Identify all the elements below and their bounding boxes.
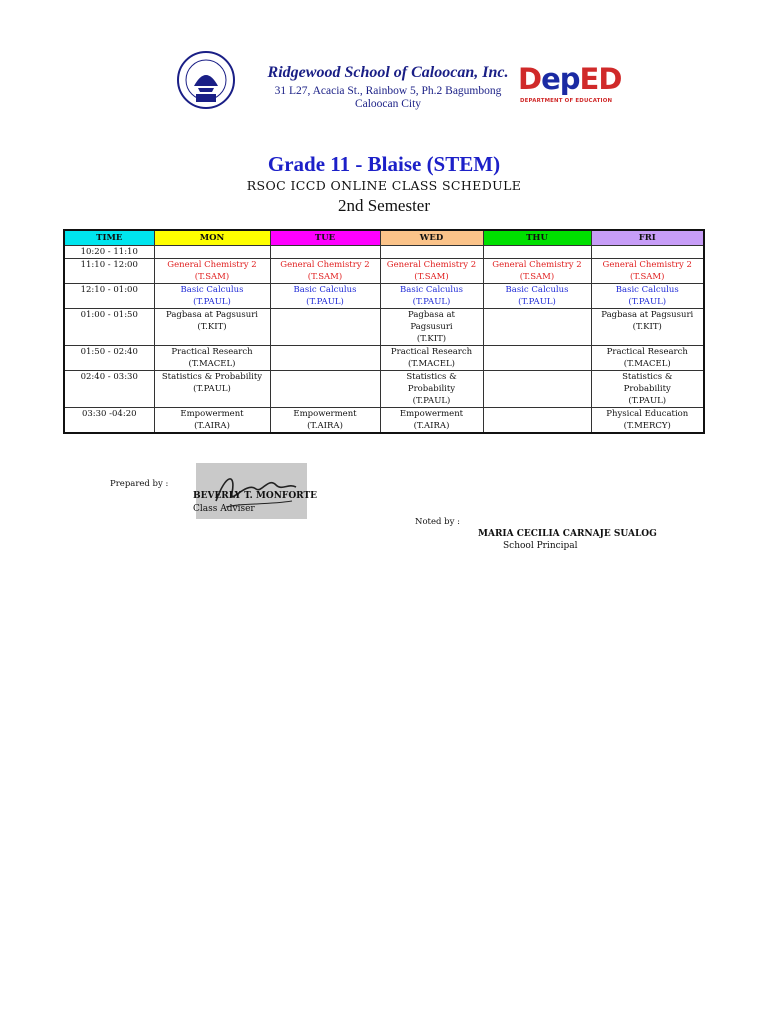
schedule-cell-fri [591, 371, 704, 408]
cell-line: Statistics & [406, 372, 457, 382]
header-time: TIME [64, 230, 154, 246]
schedule-cell-wed [380, 284, 483, 309]
cell-line: Probability [623, 384, 671, 394]
schedule-cell-thu [483, 259, 591, 284]
schedule-cell-wed [380, 371, 483, 408]
header-wed: WED [380, 230, 483, 246]
schedule-cell-wed [380, 309, 483, 346]
cell-line: (T.MACEL) [188, 359, 236, 369]
cell-line: (T.PAUL) [412, 396, 451, 406]
cell-line: (T.SAM) [194, 272, 230, 282]
schedule-cell-mon [154, 246, 270, 259]
table-row [64, 346, 704, 371]
cell-line: (T.KIT) [197, 322, 227, 332]
cell-line: Empowerment [293, 409, 357, 419]
cell-line: (T.AIRA) [307, 421, 343, 431]
schedule-cell-thu [483, 346, 591, 371]
school-address [255, 85, 521, 111]
noted-by-role: School Principal [503, 541, 578, 551]
cell-line: (T.PAUL) [628, 297, 667, 307]
time-slot: 02:40 - 03:30 [64, 371, 154, 408]
noted-by-name: MARIA CECILIA CARNAJE SUALOG [478, 529, 657, 539]
time-slot: 01:00 - 01:50 [64, 309, 154, 346]
schedule-cell-tue [270, 408, 380, 434]
time-slot: 11:10 - 12:00 [64, 259, 154, 284]
cell-line: Practical Research [390, 347, 473, 357]
cell-line: Pagsusuri [410, 322, 453, 332]
table-row [64, 246, 704, 259]
schedule-title: RSOC ICCD ONLINE CLASS SCHEDULE [246, 178, 522, 193]
cell-line: General Chemistry 2 [167, 260, 257, 270]
cell-line: (T.PAUL) [306, 297, 344, 307]
cell-line: (T.KIT) [416, 334, 447, 344]
school-name: Ridgewood School of Caloocan, Inc. [267, 64, 509, 81]
cell-line: (T.PAUL) [193, 384, 231, 394]
cell-line: Probability [407, 384, 456, 394]
cell-line: Pagbasa at Pagsusuri [166, 310, 258, 320]
school-seal-icon [176, 50, 236, 110]
cell-line: Practical Research [606, 347, 688, 357]
prepared-by-name: BEVERLY T. MONFORTE [193, 491, 318, 501]
schedule-cell-fri [591, 246, 704, 259]
semester-title: 2nd Semester [337, 196, 431, 215]
table-row [64, 259, 704, 284]
cell-line: (T.PAUL) [193, 297, 231, 307]
deped-logo-subtext: DEPARTMENT OF EDUCATION [520, 98, 613, 104]
schedule-cell-mon [154, 346, 270, 371]
prepared-by-label: Prepared by : [110, 479, 169, 489]
cell-line: Basic Calculus [505, 285, 569, 295]
cell-line: (T.MERCY) [623, 421, 671, 431]
cell-line: Empowerment [180, 409, 244, 419]
cell-line: Statistics & [622, 372, 673, 382]
table-row [64, 408, 704, 434]
schedule-cell-thu [483, 371, 591, 408]
cell-line: Physical Education [606, 409, 689, 419]
schedule-cell-fri [591, 309, 704, 346]
table-row [64, 371, 704, 408]
cell-line: (T.AIRA) [194, 421, 230, 431]
header-mon: MON [154, 230, 270, 246]
schedule-cell-fri [591, 259, 704, 284]
cell-line: (T.SAM) [307, 272, 343, 282]
schedule-cell-mon [154, 284, 270, 309]
schedule-cell-thu [483, 309, 591, 346]
table-row [64, 309, 704, 346]
time-slot: 01:50 - 02:40 [64, 346, 154, 371]
schedule-cell-tue [270, 246, 380, 259]
schedule-cell-wed [380, 246, 483, 259]
cell-line: Basic Calculus [400, 285, 463, 295]
cell-line: (T.SAM) [414, 272, 449, 282]
schedule-cell-thu [483, 284, 591, 309]
header-tue: TUE [270, 230, 380, 246]
cell-line: Empowerment [399, 409, 464, 419]
address-line-1: 31 L27, Acacia St., Rainbow 5, Ph.2 Bagumbong [274, 85, 502, 97]
cell-line: (T.PAUL) [518, 297, 556, 307]
noted-by-label: Noted by : [415, 517, 460, 527]
cell-line: (T.MACEL) [408, 359, 455, 369]
cell-line: (T.SAM) [519, 272, 555, 282]
schedule-cell-fri [591, 408, 704, 434]
class-schedule-table [63, 229, 705, 434]
schedule-cell-tue [270, 309, 380, 346]
schedule-cell-tue [270, 371, 380, 408]
cell-line: Pagbasa at [408, 310, 455, 320]
header-thu: THU [483, 230, 591, 246]
schedule-cell-thu [483, 408, 591, 434]
schedule-cell-wed [380, 408, 483, 434]
schedule-cell-mon [154, 371, 270, 408]
prepared-by-role: Class Adviser [193, 504, 255, 514]
schedule-cell-mon [154, 408, 270, 434]
time-slot: 03:30 -04:20 [64, 408, 154, 434]
time-slot: 10:20 - 11:10 [64, 246, 154, 259]
table-header-row [64, 230, 704, 246]
cell-line: General Chemistry 2 [386, 260, 477, 270]
letterhead [0, 0, 768, 120]
schedule-cell-wed [380, 346, 483, 371]
address-line-2: Caloocan City [354, 98, 422, 110]
time-slot: 12:10 - 01:00 [64, 284, 154, 309]
cell-line: Basic Calculus [293, 285, 357, 295]
cell-line: (T.PAUL) [412, 297, 451, 307]
cell-line: Practical Research [171, 347, 253, 357]
cell-line: General Chemistry 2 [492, 260, 582, 270]
cell-line: Basic Calculus [615, 285, 679, 295]
table-row [64, 284, 704, 309]
schedule-cell-fri [591, 284, 704, 309]
schedule-cell-mon [154, 309, 270, 346]
cell-line: (T.SAM) [630, 272, 665, 282]
schedule-cell-tue [270, 346, 380, 371]
header-fri: FRI [591, 230, 704, 246]
cell-line: (T.KIT) [632, 322, 662, 332]
cell-line: General Chemistry 2 [280, 260, 370, 270]
cell-line: Pagbasa at Pagsusuri [601, 310, 694, 320]
schedule-cell-fri [591, 346, 704, 371]
cell-line: Basic Calculus [180, 285, 244, 295]
schedule-cell-thu [483, 246, 591, 259]
cell-line: (T.AIRA) [413, 421, 450, 431]
schedule-cell-wed [380, 259, 483, 284]
cell-line: Statistics & Probability [161, 372, 263, 382]
schedule-cell-mon [154, 259, 270, 284]
cell-line: (T.PAUL) [628, 396, 667, 406]
class-title: Grade 11 - Blaise (STEM) [267, 152, 501, 176]
deped-logo: DepED DEPARTMENT OF EDUCATION [518, 62, 622, 104]
table-body [64, 246, 704, 434]
cell-line: General Chemistry 2 [602, 260, 692, 270]
schedule-cell-tue [270, 284, 380, 309]
schedule-cell-tue [270, 259, 380, 284]
cell-line: (T.MACEL) [623, 359, 671, 369]
